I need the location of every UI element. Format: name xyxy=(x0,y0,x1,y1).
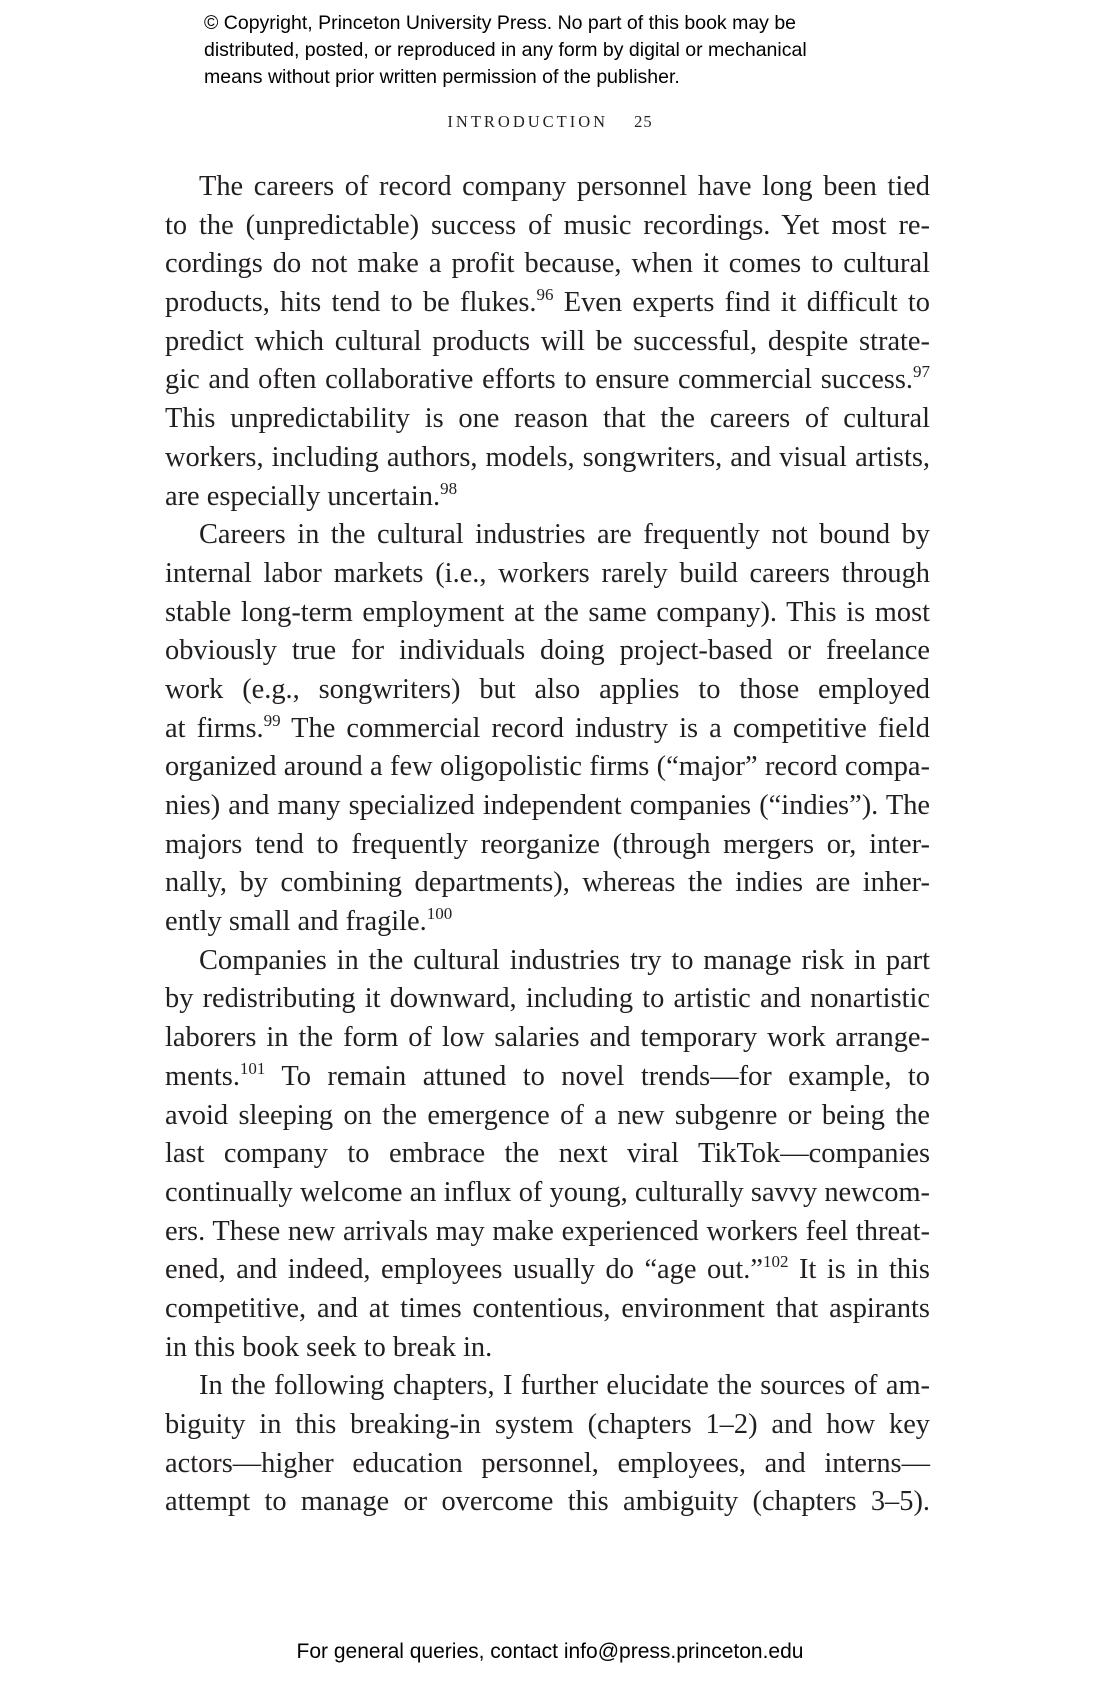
copyright-line: means without prior written permission of the publisher. xyxy=(204,66,680,88)
footnote-ref: 97 xyxy=(913,362,930,382)
page-number: 25 xyxy=(634,112,653,131)
footnote-ref: 98 xyxy=(440,478,458,498)
text-line: nies) and many specialized independent companies (“indies”). The xyxy=(165,790,930,821)
text-line: ments.$^{101}$ To remain attuned to novel trends—for example, to xyxy=(165,1058,930,1092)
text-line: avoid sleeping on the emergence of a new subgenre or being the xyxy=(165,1099,930,1131)
text-line: Companies in the cultural industries try to manage risk in part xyxy=(199,944,930,976)
text-line: ently small and fragile.$^{100}$ xyxy=(165,904,453,938)
text-line: biguity in this breaking-in system (chapters 1–2) and how key xyxy=(165,1409,930,1440)
text-line: competitive, and at times contentious, environment that aspirants xyxy=(165,1292,930,1324)
text-line: majors tend to frequently reorganize (through mergers or, inter- xyxy=(165,828,930,860)
copyright-line: distributed, posted, or reproduced in any form by digital or mechanical xyxy=(204,39,807,61)
footnote-ref: 99 xyxy=(263,710,281,730)
text-line: This unpredictability is one reason that the careers of cultural xyxy=(165,403,930,435)
text-line: The careers of record company personnel have long been tied xyxy=(199,171,930,202)
running-head-title: INTRODUCTION xyxy=(447,112,609,131)
text-line: are especially uncertain.$^{98}$ xyxy=(165,478,458,512)
copyright-notice xyxy=(204,10,964,91)
text-line: ened, and indeed, employees usually do “age out.”$^{102}$ It is in this xyxy=(165,1252,930,1286)
text-line: stable long-term employment at the same company). This is most xyxy=(165,596,930,628)
text-line: to the (unpredictable) success of music recordings. Yet most re- xyxy=(165,209,930,241)
text-line: attempt to manage or overcome this ambiguity (chapters 3–5). xyxy=(165,1486,930,1518)
text-line: laborers in the form of low salaries and temporary work arrange- xyxy=(165,1022,930,1054)
running-head xyxy=(0,112,1100,132)
footnote-ref: 96 xyxy=(536,285,554,305)
text-line: products, hits tend to be flukes.$^{96}$ Even experts find it difficult to xyxy=(165,285,930,319)
text-line: in this book seek to break in. xyxy=(165,1331,493,1363)
body-text xyxy=(165,168,930,1522)
text-line: by redistributing it downward, including to artistic and nonartistic xyxy=(165,983,930,1015)
footer-contact: For general queries, contact info@press.princeton.edu xyxy=(296,1640,804,1663)
text-line: In the following chapters, I further elucidate the sources of am- xyxy=(199,1370,930,1402)
text-line: nally, by combining departments), whereas the indies are inher- xyxy=(165,867,930,899)
text-line: predict which cultural products will be successful, despite strate- xyxy=(165,325,930,357)
text-line: Careers in the cultural industries are frequently not bound by xyxy=(199,519,930,551)
footnote-ref: 101 xyxy=(239,1058,266,1078)
text-line: continually welcome an influx of young, culturally savvy newcom- xyxy=(165,1176,930,1208)
text-line: organized around a few oligopolistic firms (“major” record compa- xyxy=(165,751,930,783)
text-line: at firms.$^{99}$ The commercial record industry is a competitive field xyxy=(165,710,930,744)
text-line: actors—higher education personnel, employees, and interns— xyxy=(165,1447,930,1479)
copyright-line: © Copyright, Princeton University Press. No part of this book may be xyxy=(204,12,797,34)
text-line: workers, including authors, models, songwriters, and visual artists, xyxy=(165,441,930,473)
text-line: work (e.g., songwriters) but also applies to those employed xyxy=(165,673,930,705)
text-line: cordings do not make a profit because, when it comes to cultural xyxy=(165,248,930,280)
text-line: last company to embrace the next viral TikTok—companies xyxy=(165,1138,930,1170)
text-line: gic and often collaborative efforts to ensure commercial success.$^{97}$ xyxy=(165,362,930,396)
text-line: internal labor markets (i.e., workers rarely build careers through xyxy=(165,557,930,589)
footnote-ref: 102 xyxy=(762,1252,789,1272)
footnote-ref: 100 xyxy=(426,904,453,924)
text-line: obviously true for individuals doing project-based or freelance xyxy=(165,635,930,667)
text-line: ers. These new arrivals may make experienced workers feel threat- xyxy=(165,1215,930,1247)
